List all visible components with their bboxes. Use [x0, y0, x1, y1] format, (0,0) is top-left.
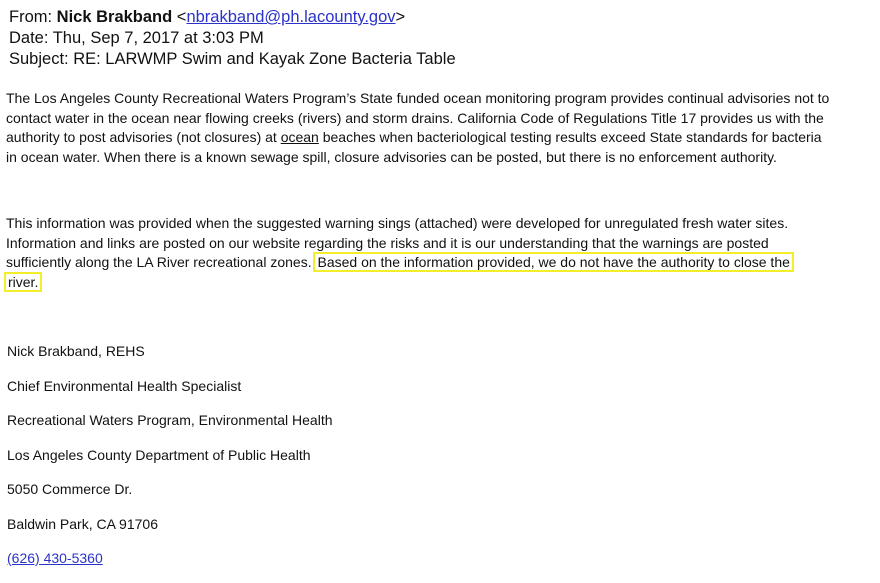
underlined-ocean: ocean	[280, 129, 319, 145]
from-label: From:	[9, 8, 57, 26]
email-header	[9, 7, 456, 70]
highlighted-statement-end: river.	[8, 273, 39, 290]
signature-street: 5050 Commerce Dr.	[7, 481, 133, 497]
paragraph-line: Information and links are posted on our website regarding the risks and it is our understanding that the warnings are posted	[6, 234, 769, 251]
sender-email-link[interactable]: nbrakband@ph.lacounty.gov	[186, 8, 396, 26]
from-line	[9, 7, 456, 28]
signature-title: Chief Environmental Health Specialist	[7, 378, 242, 394]
sender-name: Nick Brakband	[56, 8, 173, 26]
signature-department: Los Angeles County Department of Public Health	[7, 447, 311, 463]
paragraph-line: in ocean water. When there is a known sewage spill, closure advisories can be posted, but there is no enforcement authority.	[6, 148, 777, 165]
paragraph-line: This information was provided when the suggested warning sings (attached) were developed for unregulated fresh water sites.	[6, 215, 789, 231]
signature-program: Recreational Waters Program, Environmental Health	[7, 412, 333, 428]
signature-name: Nick Brakband, REHS	[7, 343, 145, 359]
signature-city: Baldwin Park, CA 91706	[7, 516, 158, 532]
paragraph-text: authority to post advisories (not closures) at	[6, 129, 281, 145]
email-bracket-close: >	[395, 8, 406, 26]
paragraph-line: The Los Angeles County Recreational Waters Program’s State funded ocean monitoring program provides continual advisories not to	[6, 90, 830, 106]
email-bracket-open: <	[172, 8, 187, 26]
date-line: Date: Thu, Sep 7, 2017 at 3:03 PM	[9, 29, 264, 47]
paragraph-line: contact water in the ocean near flowing creeks (rivers) and storm drains. California Code of Regulations Title 17 provides us with the	[6, 109, 824, 126]
paragraph-line	[6, 253, 876, 273]
paragraph-line	[6, 273, 876, 293]
signature-phone-link[interactable]: (626) 430-5360	[7, 550, 103, 566]
body-paragraph-1	[6, 89, 876, 167]
paragraph-text: beaches when bacteriological testing results exceed State standards for bacteria	[318, 129, 822, 145]
body-paragraph-2	[6, 214, 876, 292]
highlighted-statement: Based on the information provided, we do not have the authority to close the	[317, 254, 790, 270]
paragraph-text: sufficiently along the LA River recreational zones.	[6, 254, 316, 270]
paragraph-line	[6, 128, 876, 148]
subject-line: Subject: RE: LARWMP Swim and Kayak Zone Bacteria Table	[9, 50, 456, 68]
